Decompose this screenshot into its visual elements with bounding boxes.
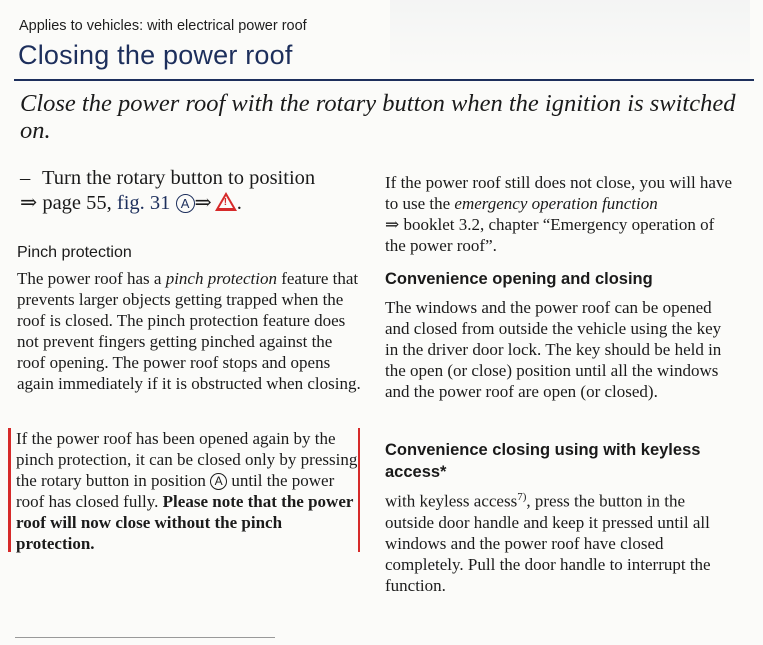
keyless-closing-text: with keyless access$^{7)}$, press the button in the outside door handle and keep it pressed until all windows and the power roof have closed completely. Pull the door handle to interrupt the function.: [385, 491, 711, 595]
figure-reference-link[interactable]: fig. 31: [116, 192, 171, 214]
footer-rule: [15, 637, 275, 638]
step-text: Turn the rotary button to position: [42, 167, 316, 189]
convenience-opening-heading: Convenience opening and closing: [385, 270, 653, 288]
warning-triangle-icon[interactable]: !: [215, 192, 237, 211]
scan-shading: [390, 0, 750, 80]
convenience-opening-text: The windows and the power roof can be opened and closed from outside the vehicle using the key in the driver door lock. The key should be held in the open (or close) position until all the windows and the power roof are open (or closed).: [385, 298, 722, 401]
arrow-glyph: ⇒: [20, 192, 38, 214]
keyless-closing-heading: Convenience closing using with keyless access*: [385, 441, 701, 481]
arrow-glyph-2: ⇒: [194, 192, 212, 214]
position-a-icon-2: A: [210, 473, 227, 490]
page-reference[interactable]: page 55,: [42, 192, 112, 214]
applies-note: Applies to vehicles: with electrical power roof: [19, 18, 307, 34]
bullet-dash: –: [20, 167, 31, 189]
pinch-protection-text: The power roof has a pinch protection feature that prevents larger objects getting trapped when the roof is closed. The pinch protection feature does not prevent fingers getting pinched against the roof opening. The power roof stops and opens again immediately if it is obstructed when closing.: [17, 269, 361, 393]
position-a-icon: A: [176, 194, 195, 213]
step-end: .: [236, 192, 242, 214]
warning-note: If the power roof has been opened again by the pinch protection, it can be closed only by pressing the rotary button in position A until the power roof has closed fully. Please note that the power roof will now close without the pinch protection.: [8, 428, 363, 552]
warning-bar-left: [8, 428, 11, 552]
intro-text: Close the power roof with the rotary button when the ignition is switched on.: [20, 90, 736, 144]
title-rule: [14, 79, 754, 81]
warning-bar-right: [358, 428, 360, 552]
page-title: Closing the power roof: [18, 40, 293, 70]
emergency-operation-text: If the power roof still does not close, you will have to use the emergency operation function ⇒ booklet 3.2, chapter “Emergency operation of the power roof”.: [385, 173, 733, 255]
pinch-protection-heading: Pinch protection: [17, 244, 132, 261]
instruction-step: [20, 166, 365, 216]
